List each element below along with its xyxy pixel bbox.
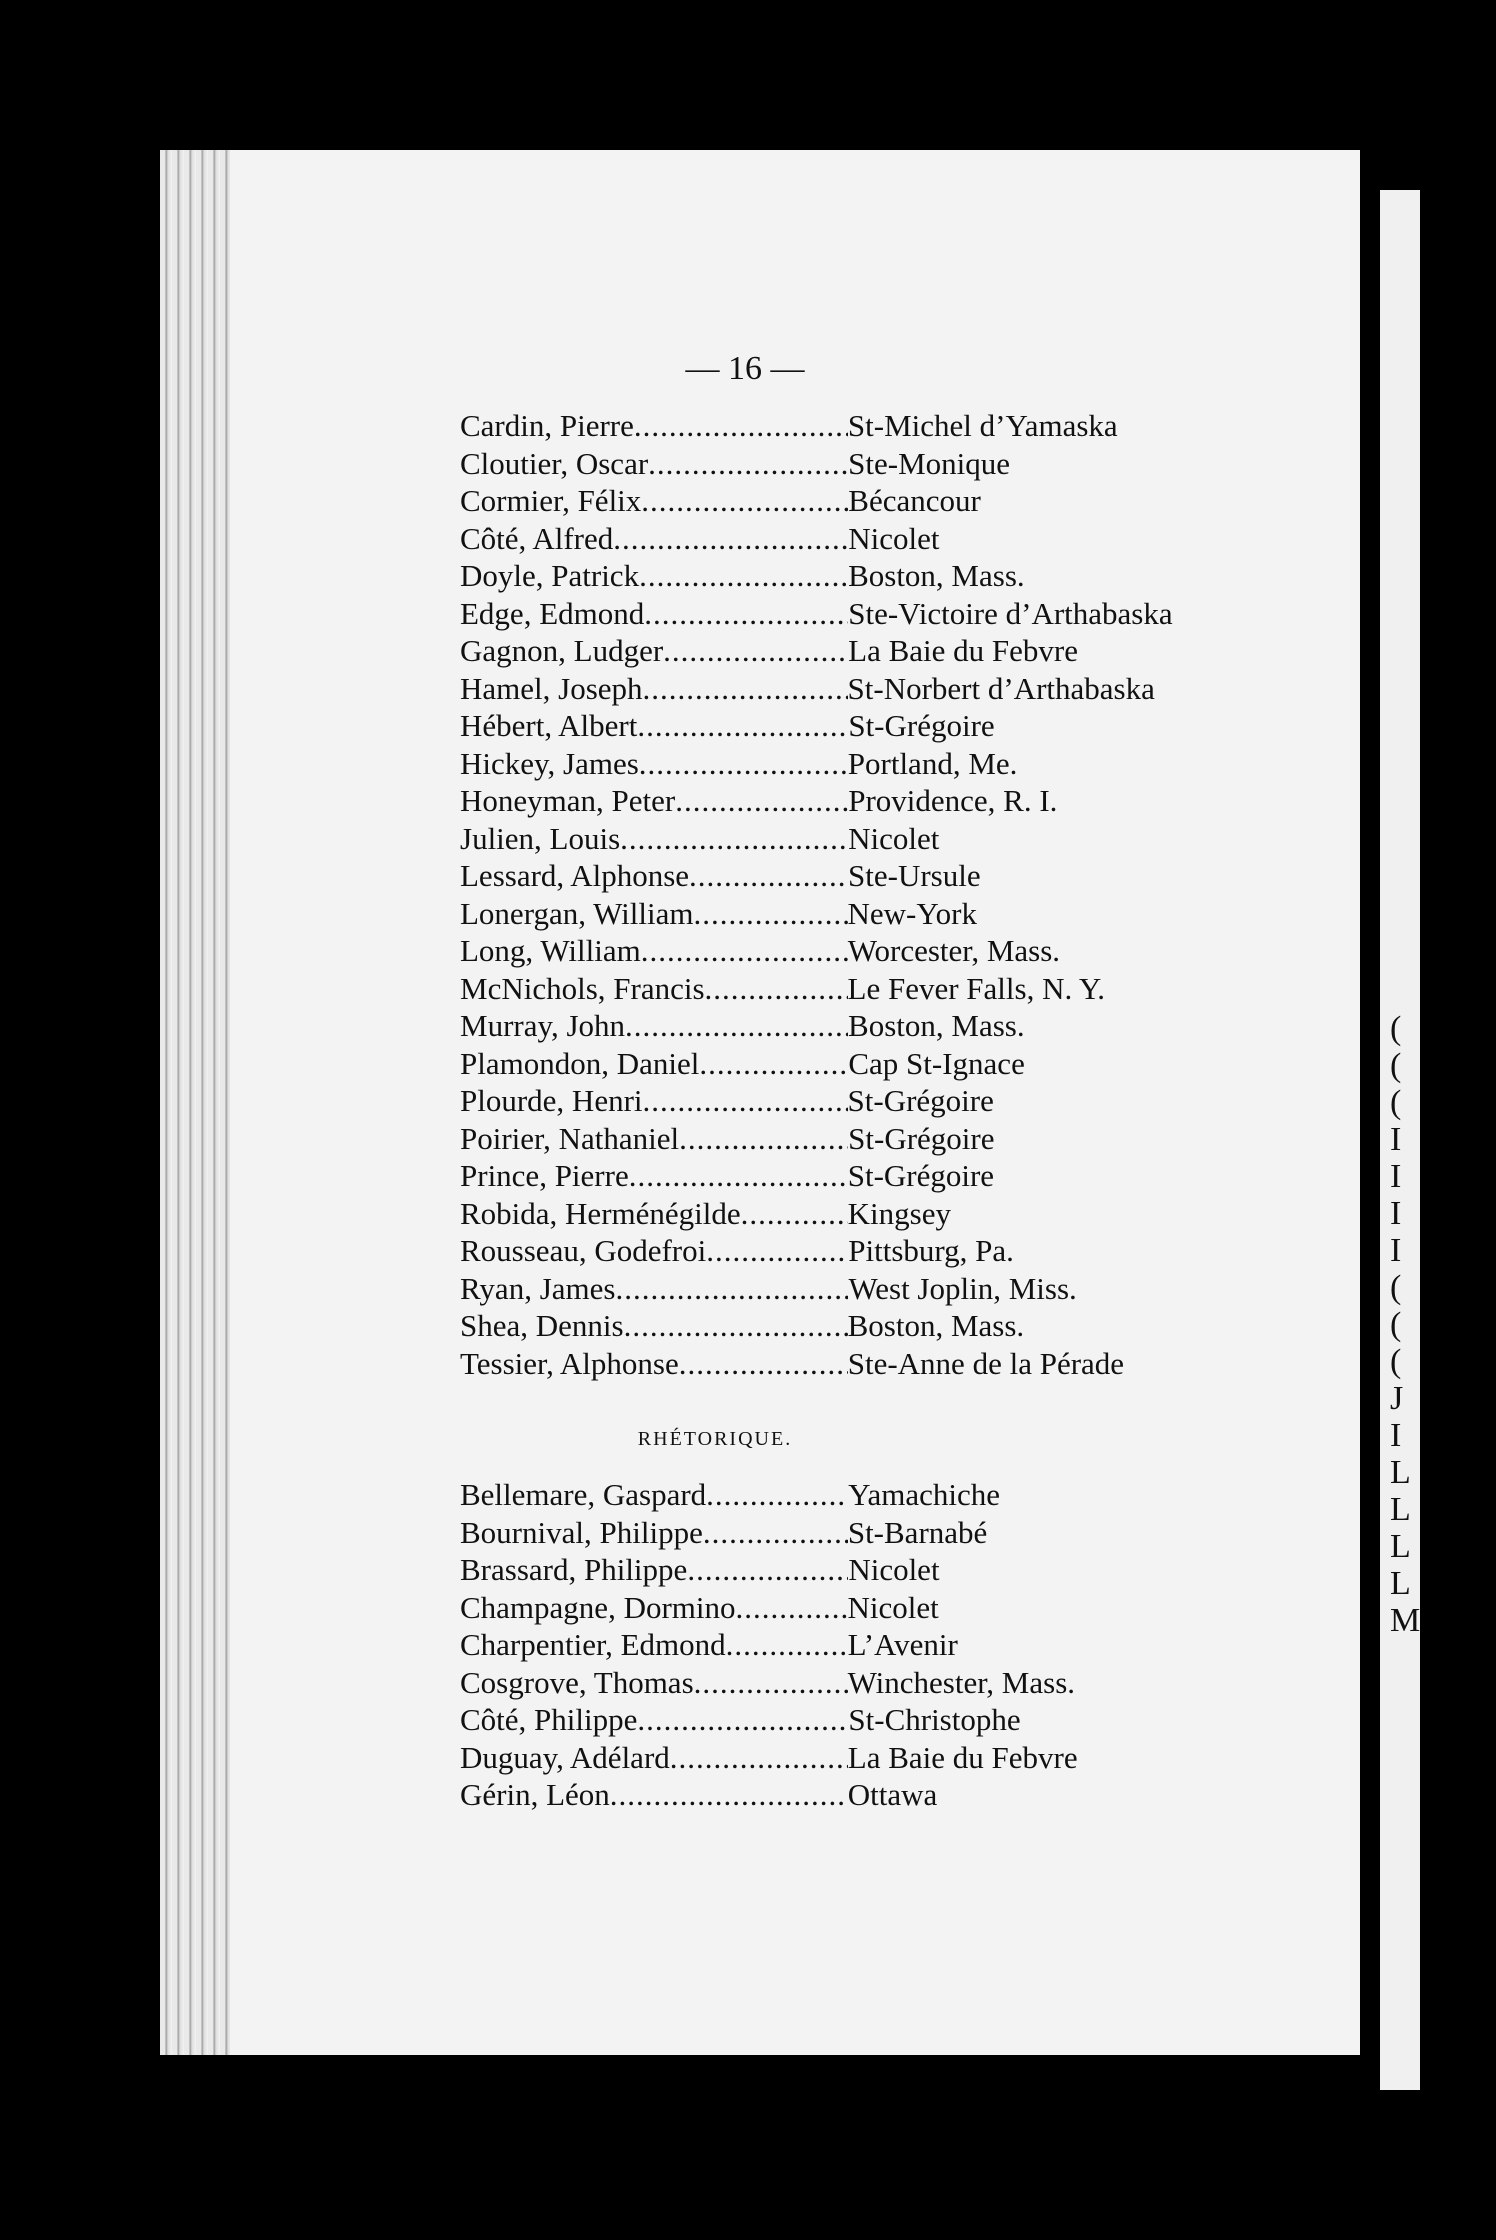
student-name: Bellemare, Gaspard: [460, 1477, 707, 1512]
facing-page-letter: L: [1390, 1491, 1411, 1528]
student-name: Hamel, Joseph: [460, 670, 643, 706]
facing-page-letter: I: [1390, 1195, 1402, 1232]
facing-page-letter: J: [1390, 1380, 1404, 1417]
list-item: [460, 858, 1330, 896]
facing-page-letter: I: [1390, 1158, 1402, 1195]
student-name: Julien, Louis: [460, 820, 621, 856]
list-item: [460, 1346, 1330, 1384]
student-name: Poirier, Nathaniel: [460, 1120, 680, 1156]
facing-page-letter: (: [1390, 1343, 1402, 1380]
hometown: Boston, Mass.: [848, 558, 1025, 593]
dot-leader: [699, 1046, 848, 1082]
list-item: [460, 1627, 1330, 1665]
hometown: Boston, Mass.: [847, 1308, 1025, 1343]
list-item: [460, 1552, 1330, 1590]
list-item: [460, 483, 1330, 521]
hometown: Nicolet: [847, 1589, 939, 1625]
list-item: [460, 633, 1330, 671]
hometown: New-York: [847, 895, 977, 931]
student-name: Prince, Pierre: [460, 1158, 629, 1193]
list-item: [460, 1740, 1330, 1778]
dot-leader: [675, 783, 848, 819]
dot-leader: [705, 971, 848, 1007]
student-name: Ryan, James: [460, 1270, 616, 1306]
dot-leader: [643, 1083, 848, 1119]
facing-page-letter: L: [1390, 1528, 1411, 1565]
facing-page-edge: [1380, 190, 1420, 2090]
facing-page-letter: (: [1390, 1084, 1402, 1121]
student-name: Plamondon, Daniel: [460, 1045, 700, 1081]
hometown: St-Christophe: [848, 1702, 1021, 1737]
hometown: Le Fever Falls, N. Y.: [847, 970, 1105, 1006]
list-item: [460, 933, 1330, 971]
hometown: Winchester, Mass.: [847, 1664, 1076, 1700]
list-item: [460, 1477, 1330, 1515]
hometown: St-Grégoire: [848, 708, 995, 743]
facing-page-letter: (: [1390, 1306, 1402, 1343]
student-name: Edge, Edmond: [460, 595, 645, 631]
facing-page-letter: M: [1390, 1602, 1421, 1639]
list-item: [460, 558, 1330, 596]
list-item: [460, 1308, 1330, 1346]
list-item: [460, 821, 1330, 859]
student-name: McNichols, Francis: [460, 970, 705, 1006]
dot-leader: [741, 1196, 848, 1232]
hometown: Ste-Ursule: [848, 858, 981, 893]
student-name: Plourde, Henri: [460, 1083, 643, 1118]
hometown: St-Barnabé: [847, 1514, 988, 1550]
facing-page-letter: (: [1390, 1010, 1402, 1047]
student-name: Charpentier, Edmond: [460, 1627, 726, 1662]
dot-leader: [679, 1121, 848, 1157]
facing-page-letter: (: [1390, 1269, 1402, 1306]
dot-leader: [639, 746, 848, 782]
list-item: [460, 521, 1330, 559]
dot-leader: [689, 858, 848, 894]
hometown: Kingsey: [847, 1195, 951, 1231]
section-heading: RHÉTORIQUE.: [637, 1428, 793, 1450]
student-name: Côté, Philippe: [460, 1702, 638, 1737]
hometown: La Baie du Febvre: [848, 633, 1079, 668]
dot-leader: [620, 821, 848, 857]
student-name: Gérin, Léon: [460, 1777, 610, 1812]
student-name: Duguay, Adélard: [460, 1739, 670, 1775]
student-name: Murray, John: [460, 1008, 626, 1043]
hometown: Nicolet: [848, 820, 940, 856]
student-name: Côté, Alfred: [460, 520, 614, 556]
dot-leader: [694, 896, 848, 932]
list-item: [460, 1515, 1330, 1553]
dot-leader: [637, 708, 848, 744]
student-name: Doyle, Patrick: [460, 558, 640, 593]
dot-leader: [736, 1590, 848, 1626]
dot-leader: [679, 1346, 848, 1382]
dot-leader: [637, 1702, 848, 1738]
facing-page-letter: L: [1390, 1454, 1411, 1491]
list-item: [460, 1233, 1330, 1271]
student-list: [460, 408, 1330, 1383]
dot-leader: [629, 1158, 848, 1194]
hometown: Ste-Monique: [848, 445, 1011, 481]
hometown: St-Michel d’Yamaska: [847, 408, 1118, 443]
student-name: Cormier, Félix: [460, 483, 642, 518]
hometown: L’Avenir: [847, 1627, 958, 1662]
list-item: [460, 1777, 1330, 1815]
hometown: Portland, Me.: [847, 745, 1018, 781]
dot-leader: [694, 1665, 848, 1701]
student-name: Rousseau, Godefroi: [460, 1233, 707, 1268]
list-item: [460, 746, 1330, 784]
facing-page-letter: I: [1390, 1232, 1402, 1269]
student-name: Lonergan, William: [460, 895, 694, 931]
hometown: Ste-Anne de la Pérade: [847, 1345, 1125, 1381]
list-item: [460, 1196, 1330, 1234]
hometown: St-Grégoire: [848, 1120, 995, 1156]
dot-leader: [634, 408, 848, 444]
student-name: Honeyman, Peter: [460, 783, 676, 818]
dot-leader: [624, 1308, 848, 1344]
list-item: [460, 1158, 1330, 1196]
hometown: Pittsburg, Pa.: [848, 1233, 1014, 1268]
facing-page-letter: I: [1390, 1417, 1402, 1454]
list-item: [460, 1046, 1330, 1084]
student-name: Cardin, Pierre: [460, 408, 634, 443]
dot-leader: [613, 521, 848, 557]
dot-leader: [687, 1552, 848, 1588]
page-number: — 16 —: [685, 350, 805, 387]
hometown: Nicolet: [848, 520, 940, 556]
hometown: St-Grégoire: [847, 1158, 995, 1193]
dot-leader: [615, 1271, 848, 1307]
list-item: [460, 1121, 1330, 1159]
book-page: [230, 150, 1360, 2055]
dot-leader: [706, 1233, 848, 1269]
page-stack-edges: [160, 150, 230, 2055]
hometown: Ste-Victoire d’Arthabaska: [848, 595, 1173, 631]
dot-leader: [726, 1627, 848, 1663]
hometown: Nicolet: [848, 1552, 940, 1587]
dot-leader: [625, 1008, 848, 1044]
dot-leader: [610, 1777, 848, 1813]
hometown: Bécancour: [848, 483, 981, 518]
list-item: [460, 446, 1330, 484]
student-name: Brassard, Philippe: [460, 1552, 688, 1587]
hometown: Ottawa: [847, 1777, 938, 1812]
dot-leader: [644, 596, 848, 632]
list-item: [460, 708, 1330, 746]
student-name: Bournival, Philippe: [460, 1514, 703, 1550]
list-item: [460, 1590, 1330, 1628]
student-name: Robida, Herménégilde: [460, 1195, 741, 1231]
hometown: Cap St-Ignace: [848, 1045, 1025, 1081]
dot-leader: [663, 633, 848, 669]
student-name: Cosgrove, Thomas: [460, 1664, 694, 1700]
dot-leader: [648, 446, 848, 482]
list-item: [460, 1665, 1330, 1703]
hometown: Boston, Mass.: [848, 1008, 1025, 1043]
student-name: Gagnon, Ludger: [460, 633, 664, 668]
facing-page-letter: (: [1390, 1047, 1402, 1084]
dot-leader: [643, 671, 848, 707]
facing-page-letter: L: [1390, 1565, 1411, 1602]
student-list-rhetorique: [460, 1477, 1330, 1815]
hometown: Worcester, Mass.: [847, 933, 1061, 968]
student-name: Champagne, Dormino: [460, 1589, 736, 1625]
dot-leader: [639, 558, 848, 594]
list-item: [460, 971, 1330, 1009]
hometown: St-Grégoire: [847, 1083, 994, 1118]
list-item: [460, 1271, 1330, 1309]
list-item: [460, 783, 1330, 821]
student-name: Shea, Dennis: [460, 1308, 624, 1343]
student-name: Lessard, Alphonse: [460, 858, 690, 893]
hometown: Yamachiche: [848, 1477, 1000, 1512]
hometown: La Baie du Febvre: [847, 1739, 1078, 1775]
student-name: Hickey, James: [460, 745, 639, 781]
hometown: West Joplin, Miss.: [848, 1270, 1077, 1306]
student-name: Long, William: [460, 933, 641, 968]
dot-leader: [641, 933, 848, 969]
student-name: Tessier, Alphonse: [460, 1345, 679, 1381]
dot-leader: [641, 483, 848, 519]
list-item: [460, 408, 1330, 446]
hometown: St-Norbert d’Arthabaska: [847, 670, 1155, 706]
list-item: [460, 1702, 1330, 1740]
list-item: [460, 671, 1330, 709]
student-name: Hébert, Albert: [460, 708, 638, 743]
dot-leader: [670, 1740, 848, 1776]
list-item: [460, 1008, 1330, 1046]
list-item: [460, 1083, 1330, 1121]
student-name: Cloutier, Oscar: [460, 445, 649, 481]
list-item: [460, 596, 1330, 634]
hometown: Providence, R. I.: [848, 783, 1058, 818]
dot-leader: [703, 1515, 848, 1551]
dot-leader: [706, 1477, 848, 1513]
list-item: [460, 896, 1330, 934]
facing-page-letter: I: [1390, 1121, 1402, 1158]
